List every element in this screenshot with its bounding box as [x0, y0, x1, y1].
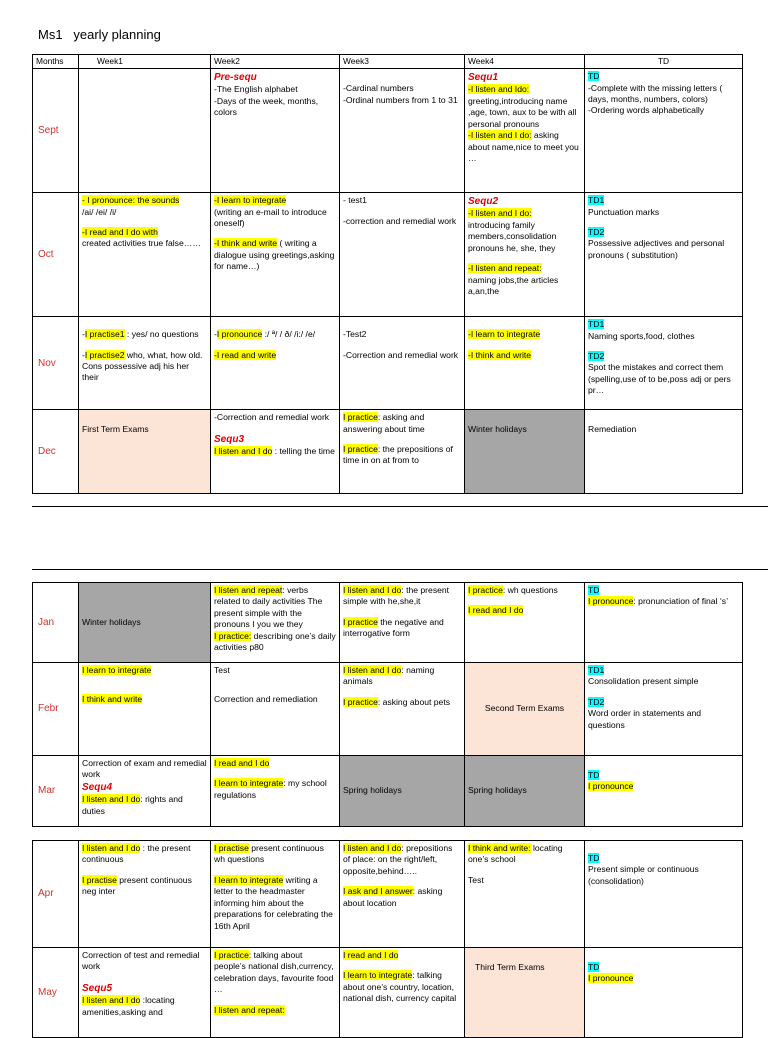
lesson-text: : telling the time — [272, 445, 335, 456]
activity-highlight: I practise — [214, 843, 249, 853]
apr-td — [585, 841, 743, 948]
lesson-text: describing one’s daily activities p80 — [214, 630, 336, 653]
may-week1 — [79, 948, 211, 1038]
lesson-text: :locating amenities,asking and — [82, 995, 175, 1017]
page-title: Ms1 yearly planning — [38, 27, 161, 42]
lesson-text: introducing family members,consolidation pronouns he, she, they — [468, 219, 557, 253]
sequence-label: Sequ2 — [468, 196, 499, 208]
lesson-text: -Correction and remedial work — [343, 349, 459, 360]
activity-highlight: I practice — [214, 950, 249, 960]
lesson-text: : asking and answering about time — [343, 412, 425, 434]
lesson-text: : yes/ no questions — [124, 329, 199, 340]
month-nov: Nov — [33, 317, 79, 410]
activity-highlight: I listen and I do — [343, 585, 402, 595]
lesson-text: -Correction and remedial work — [214, 412, 330, 423]
activity-highlight: I practice — [343, 696, 378, 707]
lesson-text: Spot the mistakes and correct them (spelling,use of to be,poss adj or pers pr… — [588, 362, 731, 396]
apr-week4 — [465, 841, 585, 948]
td-tag: TD1 — [588, 195, 605, 206]
lesson-text: -correction and remedial work — [343, 215, 457, 226]
header-week3: Week3 — [340, 55, 465, 69]
sequence-label: Sequ5 — [82, 982, 113, 994]
lesson-text: : verbs related to daily activities The present simple with the pronouns I you we they — [214, 585, 323, 630]
jan-week4 — [465, 583, 585, 663]
lesson-text: : talking about people’s national dish,currency, celebration days, favourite food … — [214, 950, 334, 995]
td-tag: TD — [588, 770, 600, 780]
feb-week3 — [340, 663, 465, 756]
activity-highlight: I think and write: — [468, 843, 531, 853]
lesson-text: -Days of the week, months, colors — [214, 95, 319, 118]
td-tag: TD — [588, 962, 600, 972]
activity-highlight: I think and write — [82, 694, 143, 705]
section-divider — [32, 569, 768, 570]
row-apr — [33, 841, 743, 948]
lesson-text: /ai/ /ei/ /i/ — [82, 206, 117, 217]
nov-week4 — [465, 317, 585, 410]
td-tag: TD2 — [588, 227, 605, 238]
may-td — [585, 948, 743, 1038]
row-oct — [33, 193, 743, 317]
section-divider — [32, 506, 768, 507]
lesson-text: Test — [214, 665, 230, 675]
header-week1: Week1 — [79, 55, 211, 69]
td-tag: TD2 — [588, 351, 605, 362]
lesson-text: the negative and interrogative form — [343, 616, 444, 639]
lesson-text: Punctuation marks — [588, 206, 660, 217]
td-tag: TD — [588, 71, 600, 82]
activity-highlight: I read and I do — [468, 605, 524, 616]
lesson-text: -The English alphabet — [214, 84, 298, 95]
row-sept — [33, 69, 743, 193]
lesson-text: created activities true false…… — [82, 238, 201, 249]
lesson-text: naming jobs,the articles a,an,the — [468, 274, 559, 296]
planning-table-term3 — [32, 840, 743, 1038]
activity-highlight: I pronounce — [588, 596, 634, 607]
activity-highlight: -I read and I do with — [82, 227, 158, 238]
header-week2: Week2 — [211, 55, 340, 69]
lesson-text: : pronunciation of final ‘s’ — [633, 596, 728, 607]
sequence-label: Sequ1 — [468, 72, 499, 84]
activity-highlight: -I learn to integrate — [468, 329, 541, 340]
lesson-text: Naming sports,food, clothes — [588, 330, 695, 341]
sept-week4 — [465, 69, 585, 193]
lesson-text: : asking about pets — [377, 696, 451, 707]
dash: - — [82, 349, 85, 360]
mar-td — [585, 756, 743, 827]
lesson-text: : my school regulations — [214, 778, 327, 800]
lesson-text: Correction and remediation — [214, 694, 318, 705]
activity-highlight: I learn to integrate — [82, 665, 152, 675]
oct-week4 — [465, 193, 585, 317]
mar-week4 — [465, 756, 585, 827]
lesson-text: :/ ª/ / ð/ /i:/ /e/ — [262, 329, 316, 340]
oct-week3 — [340, 193, 465, 317]
activity-highlight: I learn to integrate — [214, 778, 284, 789]
dash: - — [82, 329, 85, 340]
activity-highlight: I pronounce — [216, 329, 263, 340]
td-tag: TD1 — [588, 319, 605, 330]
lesson-text: present continuous wh questions — [214, 843, 324, 865]
lesson-text: : talking about one’s country, location, national dish, currency capital — [343, 970, 457, 1004]
lesson-text: Consolidation present simple — [588, 676, 699, 687]
header-row — [33, 55, 743, 69]
activity-highlight: I pronounce — [588, 781, 634, 792]
lesson-text: ( writing a dialogue using greetings,asking for name…) — [214, 238, 335, 272]
lesson-text: who, what, how old. Cons possessive adj his her their — [82, 349, 203, 383]
activity-highlight: -I think and write — [468, 349, 532, 360]
activity-highlight: I practise — [82, 874, 117, 885]
td-tag: TD — [588, 853, 600, 863]
activity-highlight: I listen and repeat: — [214, 1004, 285, 1015]
apr-week1 — [79, 841, 211, 948]
activity-highlight: -I listen and I do: — [468, 208, 532, 219]
month-may: May — [33, 948, 79, 1038]
row-may — [33, 948, 743, 1038]
lesson-text: Correction of test and remedial work — [82, 950, 200, 972]
lesson-text: greeting,introducing name ,age, town, aux to be with all personal pronouns — [468, 95, 577, 129]
nov-week2 — [211, 317, 340, 410]
lesson-text: First Term Exams — [82, 424, 149, 435]
nov-week1 — [79, 317, 211, 410]
lesson-text: -Cardinal numbers — [343, 83, 414, 94]
nov-week3 — [340, 317, 465, 410]
activity-highlight: -I think and write — [214, 238, 278, 249]
activity-highlight: -I listen and repeat: — [468, 263, 542, 274]
header-td: TD — [585, 55, 743, 69]
may-week3 — [340, 948, 465, 1038]
mar-week1 — [79, 756, 211, 827]
oct-week2 — [211, 193, 340, 317]
activity-highlight: -I read and write — [214, 349, 277, 360]
lesson-text: Second Term Exams — [484, 703, 565, 714]
lesson-text: - test1 — [343, 195, 367, 206]
lesson-text: Word order in statements and questions — [588, 708, 702, 730]
activity-highlight: I learn to integrate — [214, 874, 284, 885]
dec-week3 — [340, 410, 465, 494]
lesson-text: Spring holidays — [343, 785, 402, 796]
activity-highlight: I listen and I do — [82, 794, 141, 805]
may-week4 — [465, 948, 585, 1038]
lesson-text: : the prepositions of time in on at from to — [343, 444, 453, 466]
lesson-text: Test — [468, 874, 484, 885]
lesson-text: Present simple or continuous (consolidation) — [588, 864, 699, 886]
dec-week4 — [465, 410, 585, 494]
sept-td — [585, 69, 743, 193]
jan-td — [585, 583, 743, 663]
td-tag: TD2 — [588, 696, 605, 707]
lesson-text: : naming animals — [343, 665, 435, 687]
sequence-label: Sequ3 — [214, 433, 245, 445]
activity-highlight: I listen and I do — [82, 995, 141, 1006]
lesson-text: present continuous neg inter — [82, 874, 192, 897]
jan-week3 — [340, 583, 465, 663]
oct-td — [585, 193, 743, 317]
sept-week2 — [211, 69, 340, 193]
dec-week2 — [211, 410, 340, 494]
activity-highlight: I practice — [343, 412, 378, 423]
planning-table-term2 — [32, 582, 743, 827]
activity-highlight: I listen and I do — [82, 843, 141, 853]
lesson-text: : asking about location — [343, 886, 443, 908]
activity-highlight: I learn to integrate — [343, 970, 413, 981]
lesson-text: Spring holidays — [468, 785, 527, 796]
activity-highlight: I practise2 — [84, 349, 125, 360]
activity-highlight: I listen and I do — [343, 843, 402, 853]
activity-highlight: - I pronounce: the sounds — [82, 195, 180, 206]
jan-week2 — [211, 583, 340, 663]
apr-week2 — [211, 841, 340, 948]
dash: - — [214, 329, 217, 340]
month-dec: Dec — [33, 410, 79, 494]
lesson-text: Winter holidays — [468, 424, 527, 435]
header-months: Months — [33, 55, 79, 69]
oct-week1 — [79, 193, 211, 317]
jan-week1 — [79, 583, 211, 663]
apr-week3 — [340, 841, 465, 948]
lesson-text: : the present simple with he,she,it — [343, 585, 450, 607]
lesson-text: -Ordinal numbers from 1 to 31 — [343, 94, 458, 105]
lesson-text: : the present continuous — [82, 843, 191, 865]
month-sept: Sept — [33, 69, 79, 193]
activity-highlight: I practice — [468, 585, 503, 595]
row-dec — [33, 410, 743, 494]
td-tag: TD1 — [588, 665, 605, 675]
mar-week2 — [211, 756, 340, 827]
feb-td — [585, 663, 743, 756]
month-feb: Febr — [33, 663, 79, 756]
planning-table-term1 — [32, 54, 743, 494]
activity-highlight: I pronounce — [588, 973, 634, 984]
lesson-text: asking about name,nice to meet you … — [468, 130, 579, 163]
sequence-label: Pre-sequ — [214, 72, 257, 84]
lesson-text: : wh questions — [502, 585, 558, 595]
lesson-text: -Test2 — [343, 329, 367, 340]
activity-highlight: -I listen and Ido: — [468, 84, 530, 95]
activity-highlight: I read and I do — [343, 950, 399, 960]
activity-highlight: I practise1 — [84, 329, 125, 340]
month-apr: Apr — [33, 841, 79, 948]
month-mar: Mar — [33, 756, 79, 827]
activity-highlight: I listen and repeat — [214, 585, 283, 595]
activity-highlight: I practice — [343, 444, 378, 455]
activity-highlight: I listen and I do — [214, 445, 273, 456]
nov-td — [585, 317, 743, 410]
dec-week1 — [79, 410, 211, 494]
month-oct: Oct — [33, 193, 79, 317]
mar-week3 — [340, 756, 465, 827]
lesson-text: locating one’s school — [468, 843, 563, 865]
activity-highlight: -I listen and I do: — [468, 130, 532, 141]
activity-highlight: I practice — [343, 616, 378, 627]
row-mar — [33, 756, 743, 827]
lesson-text: Remediation — [588, 424, 637, 435]
month-jan: Jan — [33, 583, 79, 663]
feb-week2 — [211, 663, 340, 756]
lesson-text: writing a letter to the headmaster informing him about the preparations for celebrating the 16th April — [214, 874, 333, 931]
activity-highlight: -I learn to integrate — [214, 195, 287, 206]
lesson-text: -Complete with the missing letters ( days, months, numbers, colors) — [588, 82, 723, 105]
activity-highlight: I practice: — [214, 630, 252, 641]
sequence-label: Sequ4 — [82, 781, 113, 793]
lesson-text: Possessive adjectives and personal pronouns ( substitution) — [588, 238, 725, 260]
row-feb — [33, 663, 743, 756]
td-tag: TD — [588, 585, 600, 595]
feb-week1 — [79, 663, 211, 756]
may-week2 — [211, 948, 340, 1038]
sept-week3 — [340, 69, 465, 193]
lesson-text: Third Term Exams — [475, 962, 545, 972]
lesson-text: Winter holidays — [82, 616, 141, 627]
feb-week4 — [465, 663, 585, 756]
activity-highlight: I ask and I answer — [343, 886, 413, 897]
row-nov — [33, 317, 743, 410]
sept-week1 — [79, 69, 211, 193]
dec-td — [585, 410, 743, 494]
lesson-text: : rights and duties — [82, 794, 183, 816]
activity-highlight: I read and I do — [214, 758, 270, 768]
lesson-text: -Ordering words alphabetically — [588, 105, 705, 116]
lesson-text: : prepositions of place: on the right/left, opposite,behind….. — [343, 843, 453, 876]
row-jan — [33, 583, 743, 663]
lesson-text: Correction of exam and remedial work — [82, 758, 207, 780]
header-week4: Week4 — [465, 55, 585, 69]
lesson-text: (writing an e-mail to introduce oneself) — [214, 206, 327, 229]
activity-highlight: I listen and I do — [343, 665, 402, 675]
